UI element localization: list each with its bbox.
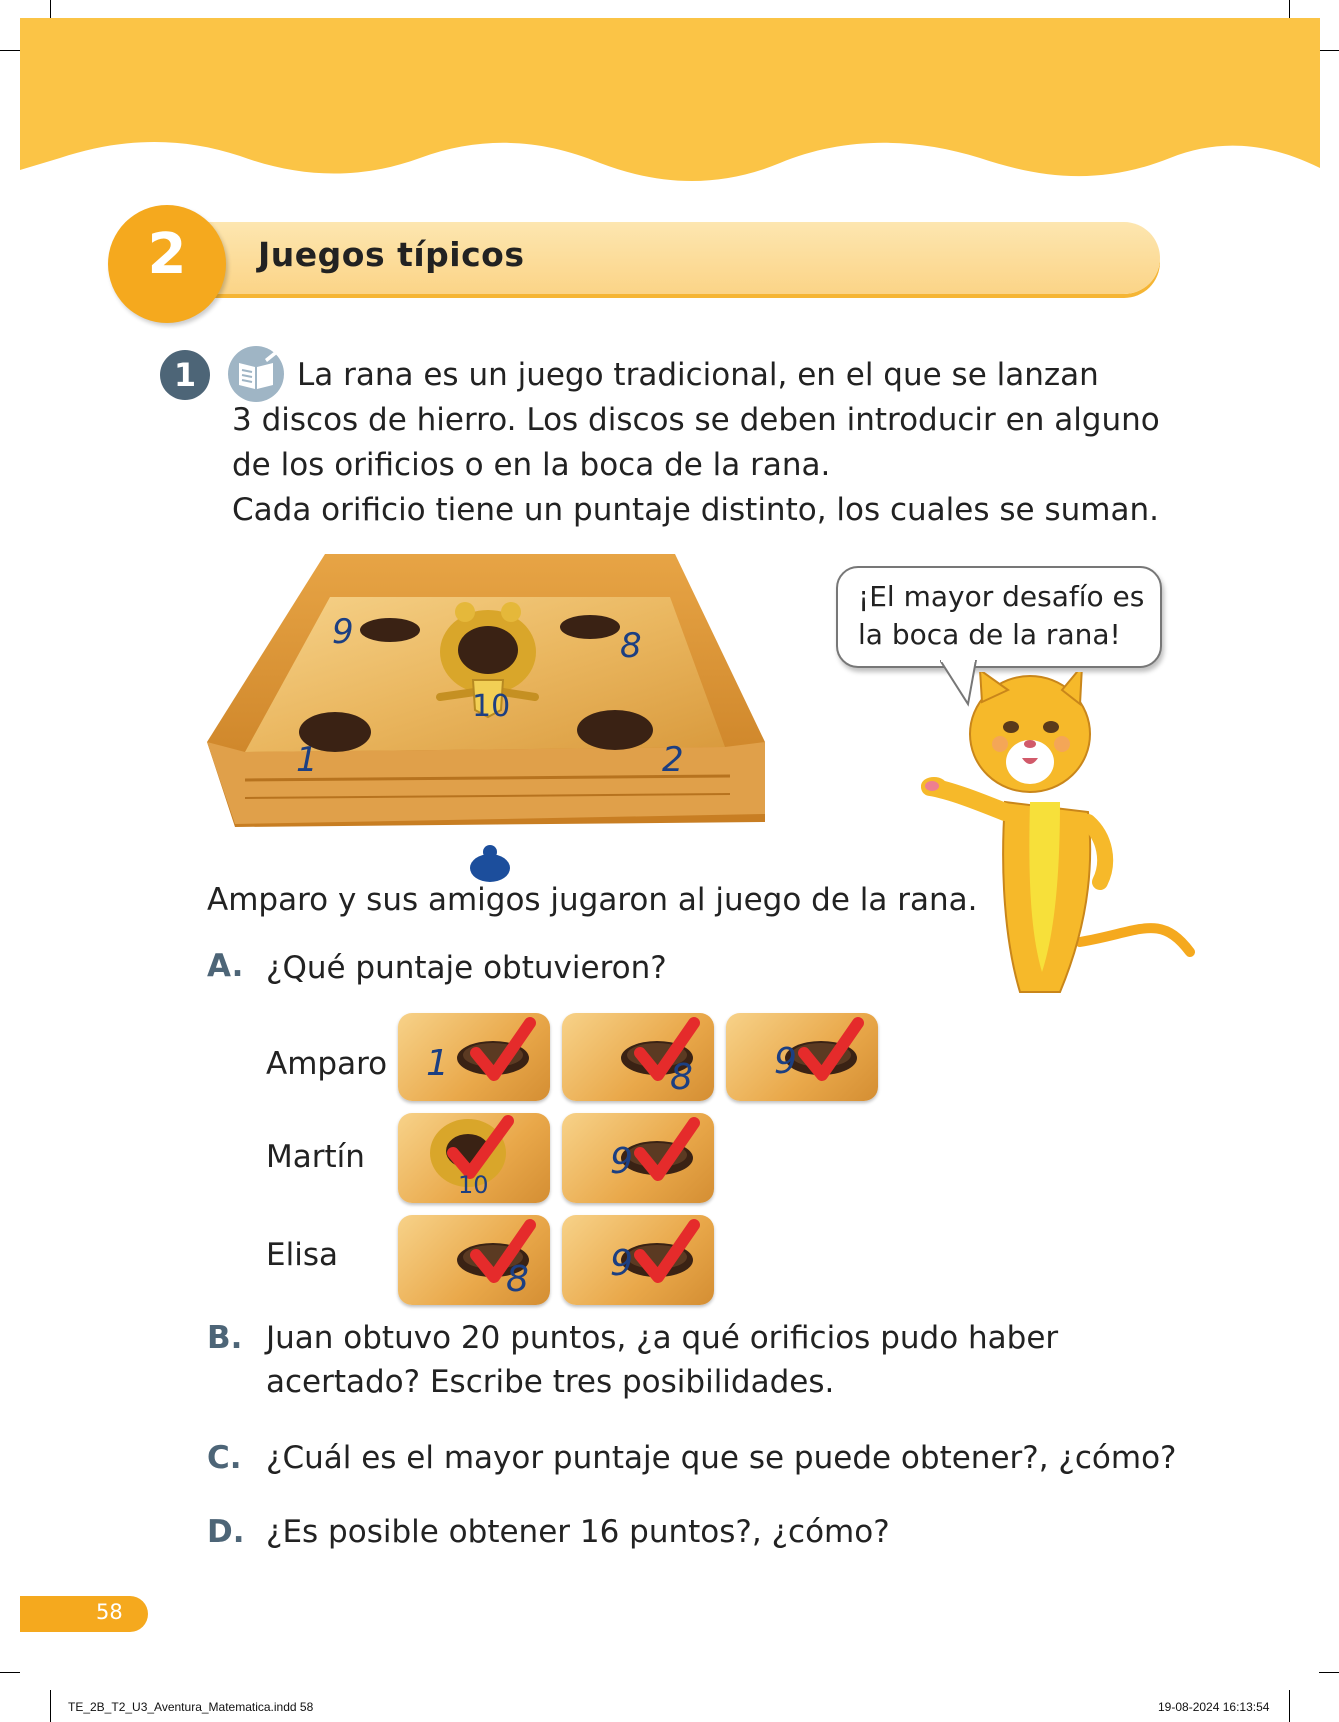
page-number-tab — [20, 1596, 148, 1632]
hole-label: 9 — [332, 612, 354, 652]
score-tile — [398, 1113, 550, 1203]
player-name: Martín — [266, 1139, 365, 1175]
tile-score-label: 8 — [670, 1057, 693, 1098]
activity-text-line: La rana es un juego tradicional, en el que se lanzan — [297, 357, 1099, 393]
activity-text-line: de los orificios o en la boca de la rana. — [232, 447, 831, 483]
tile-score-label: 9 — [610, 1243, 633, 1284]
hole-hit — [562, 1113, 714, 1203]
hole-hit — [398, 1013, 550, 1101]
score-tile — [562, 1113, 714, 1203]
section-title: Juegos típicos — [258, 235, 525, 274]
crop-mark — [1289, 1690, 1290, 1722]
crop-mark — [1319, 50, 1339, 51]
question-letter: C. — [207, 1440, 242, 1476]
activity-number: 1 — [173, 356, 197, 394]
speech-bubble-line: ¡El mayor desafío es — [858, 580, 1145, 613]
player-name: Amparo — [266, 1046, 388, 1082]
question-text: ¿Qué puntaje obtuvieron? — [266, 950, 667, 986]
tile-score-label: 10 — [458, 1171, 489, 1199]
footer-filename: TE_2B_T2_U3_Aventura_Matematica.indd 58 — [68, 1700, 314, 1714]
activity-text-line: Cada orificio tiene un puntaje distinto, los cuales se suman. — [232, 492, 1159, 528]
score-tile — [398, 1013, 550, 1101]
hole-label: 1 — [296, 740, 318, 780]
tile-score-label: 9 — [774, 1041, 797, 1082]
question-text: ¿Cuál es el mayor puntaje que se puede obtener?, ¿cómo? — [266, 1440, 1177, 1476]
question-text: acertado? Escribe tres posibilidades. — [266, 1364, 835, 1400]
question-letter: B. — [207, 1320, 243, 1356]
crop-mark — [50, 0, 51, 20]
hole-label: 8 — [620, 626, 642, 666]
hole-hit — [562, 1215, 714, 1305]
crop-mark — [0, 1672, 20, 1673]
crop-mark — [0, 50, 20, 51]
reading-book-icon — [227, 345, 285, 403]
page-number: 58 — [96, 1600, 123, 1624]
player-name: Elisa — [266, 1237, 338, 1273]
activity-text-line: 3 discos de hierro. Los discos se deben introducir en alguno — [232, 402, 1160, 438]
hole-label: 2 — [662, 740, 684, 780]
speech-bubble-line: la boca de la rana! — [858, 618, 1121, 651]
speech-bubble-text — [858, 578, 1144, 654]
tile-score-label: 1 — [426, 1043, 449, 1084]
question-text: Juan obtuvo 20 puntos, ¿a qué orificios pudo haber — [266, 1320, 1059, 1356]
cat-character — [910, 672, 1200, 1002]
header-band — [20, 18, 1320, 218]
score-tile — [398, 1215, 550, 1305]
question-letter: A. — [207, 948, 244, 984]
question-text: ¿Es posible obtener 16 puntos?, ¿cómo? — [266, 1514, 890, 1550]
score-tile — [562, 1215, 714, 1305]
tile-score-label: 8 — [506, 1259, 529, 1300]
tile-score-label: 9 — [610, 1141, 633, 1182]
footer-timestamp: 19-08-2024 16:13:54 — [1158, 1700, 1270, 1714]
section-number: 2 — [147, 222, 187, 287]
frog-value-label: 10 — [472, 689, 511, 724]
crop-mark — [1289, 0, 1290, 20]
hole-hit — [726, 1013, 878, 1101]
crop-mark — [50, 1690, 51, 1722]
intro-text: Amparo y sus amigos jugaron al juego de la rana. — [207, 882, 978, 918]
question-letter: D. — [207, 1514, 245, 1550]
score-tile — [562, 1013, 714, 1101]
score-tile — [726, 1013, 878, 1101]
crop-mark — [1319, 1672, 1339, 1673]
